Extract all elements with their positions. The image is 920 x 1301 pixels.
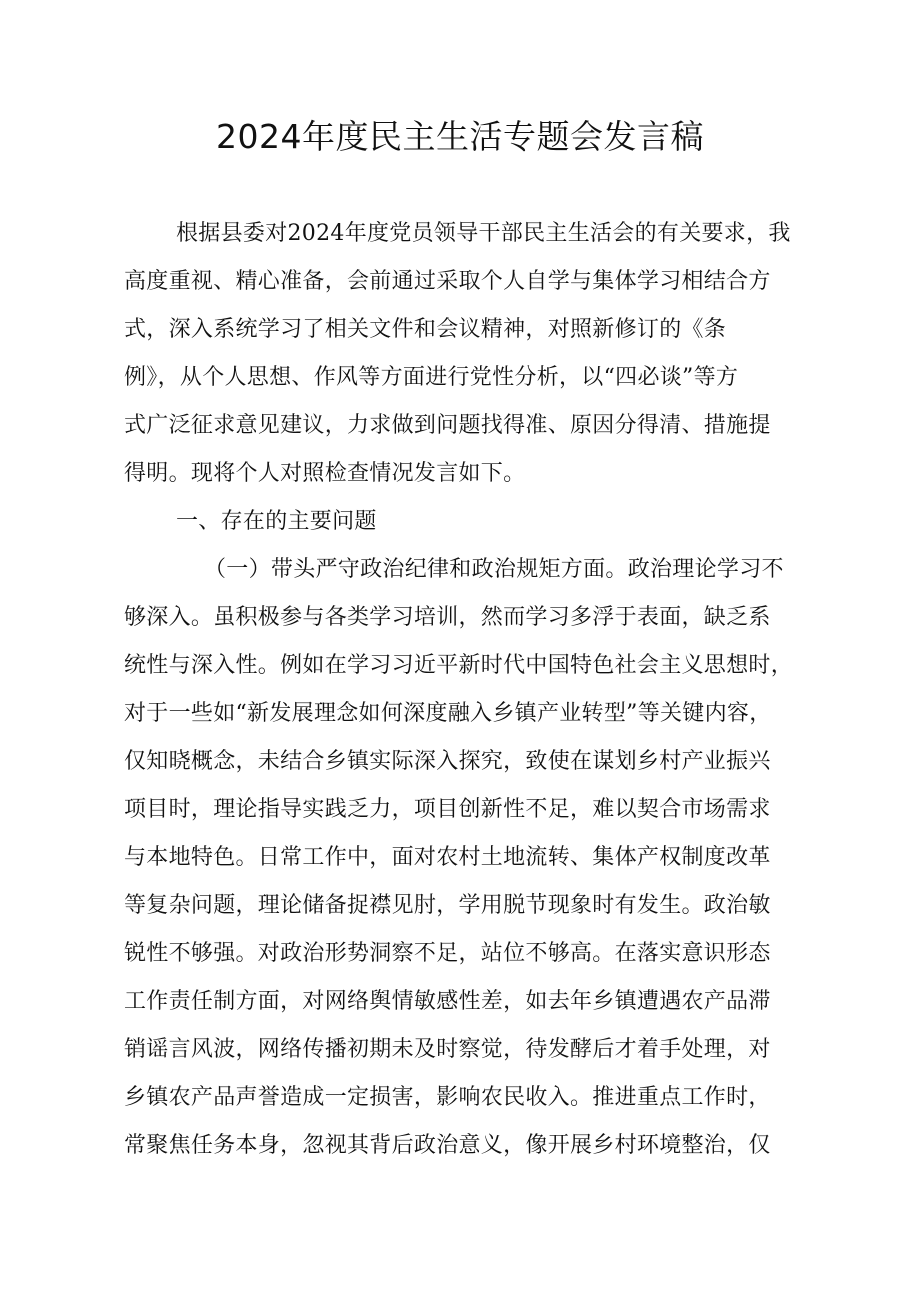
document-title: 2024年度民主生活专题会发言稿	[216, 117, 704, 156]
paragraph-line: （一）带头严守政治纪律和政治规矩方面。政治理论学习不	[204, 557, 784, 582]
paragraph-line: 仅知晓概念，未结合乡镇实际深入探究，致使在谋划乡村产业振兴	[124, 749, 771, 774]
paragraph-line: 乡镇农产品声誉造成一定损害，影响农民收入。推进重点工作时，	[124, 1085, 771, 1110]
paragraph-line: 例》，从个人思想、作风等方面进行党性分析，以“四必谈”等方	[124, 365, 739, 390]
paragraph-line: 项目时，理论指导实践乏力，项目创新性不足，难以契合市场需求	[124, 797, 771, 822]
paragraph-line: 根据县委对2024年度党员领导干部民主生活会的有关要求，我	[176, 221, 791, 246]
paragraph-line: 锐性不够强。对政治形势洞察不足，站位不够高。在落实意识形态	[124, 941, 771, 966]
document-body	[124, 210, 800, 1170]
paragraph-line: 与本地特色。日常工作中，面对农村土地流转、集体产权制度改革	[124, 845, 771, 870]
paragraph-line: 够深入。虽积极参与各类学习培训，然而学习多浮于表面，缺乏系	[124, 605, 771, 630]
paragraph-line: 工作责任制方面，对网络舆情敏感性差，如去年乡镇遭遇农产品滞	[124, 989, 771, 1014]
paragraph-line: 式，深入系统学习了相关文件和会议精神，对照新修订的《条	[124, 317, 727, 342]
paragraph-line: 式广泛征求意见建议，力求做到问题找得准、原因分得清、措施提	[124, 413, 771, 438]
paragraph-line: 等复杂问题，理论储备捉襟见肘，学用脱节现象时有发生。政治敏	[124, 893, 771, 918]
section-heading: 一、存在的主要问题	[176, 509, 377, 534]
paragraph-line: 得明。现将个人对照检查情况发言如下。	[124, 461, 526, 486]
paragraph-line: 高度重视、精心准备，会前通过采取个人自学与集体学习相结合方	[124, 269, 771, 294]
paragraph-line: 销谣言风波，网络传播初期未及时察觉，待发酵后才着手处理，对	[124, 1037, 771, 1062]
paragraph-line: 统性与深入性。例如在学习习近平新时代中国特色社会主义思想时，	[124, 653, 794, 678]
paragraph-line: 对于一些如“新发展理念如何深度融入乡镇产业转型”等关键内容，	[124, 701, 772, 726]
paragraph-line: 常聚焦任务本身，忽视其背后政治意义，像开展乡村环境整治，仅	[124, 1133, 771, 1158]
